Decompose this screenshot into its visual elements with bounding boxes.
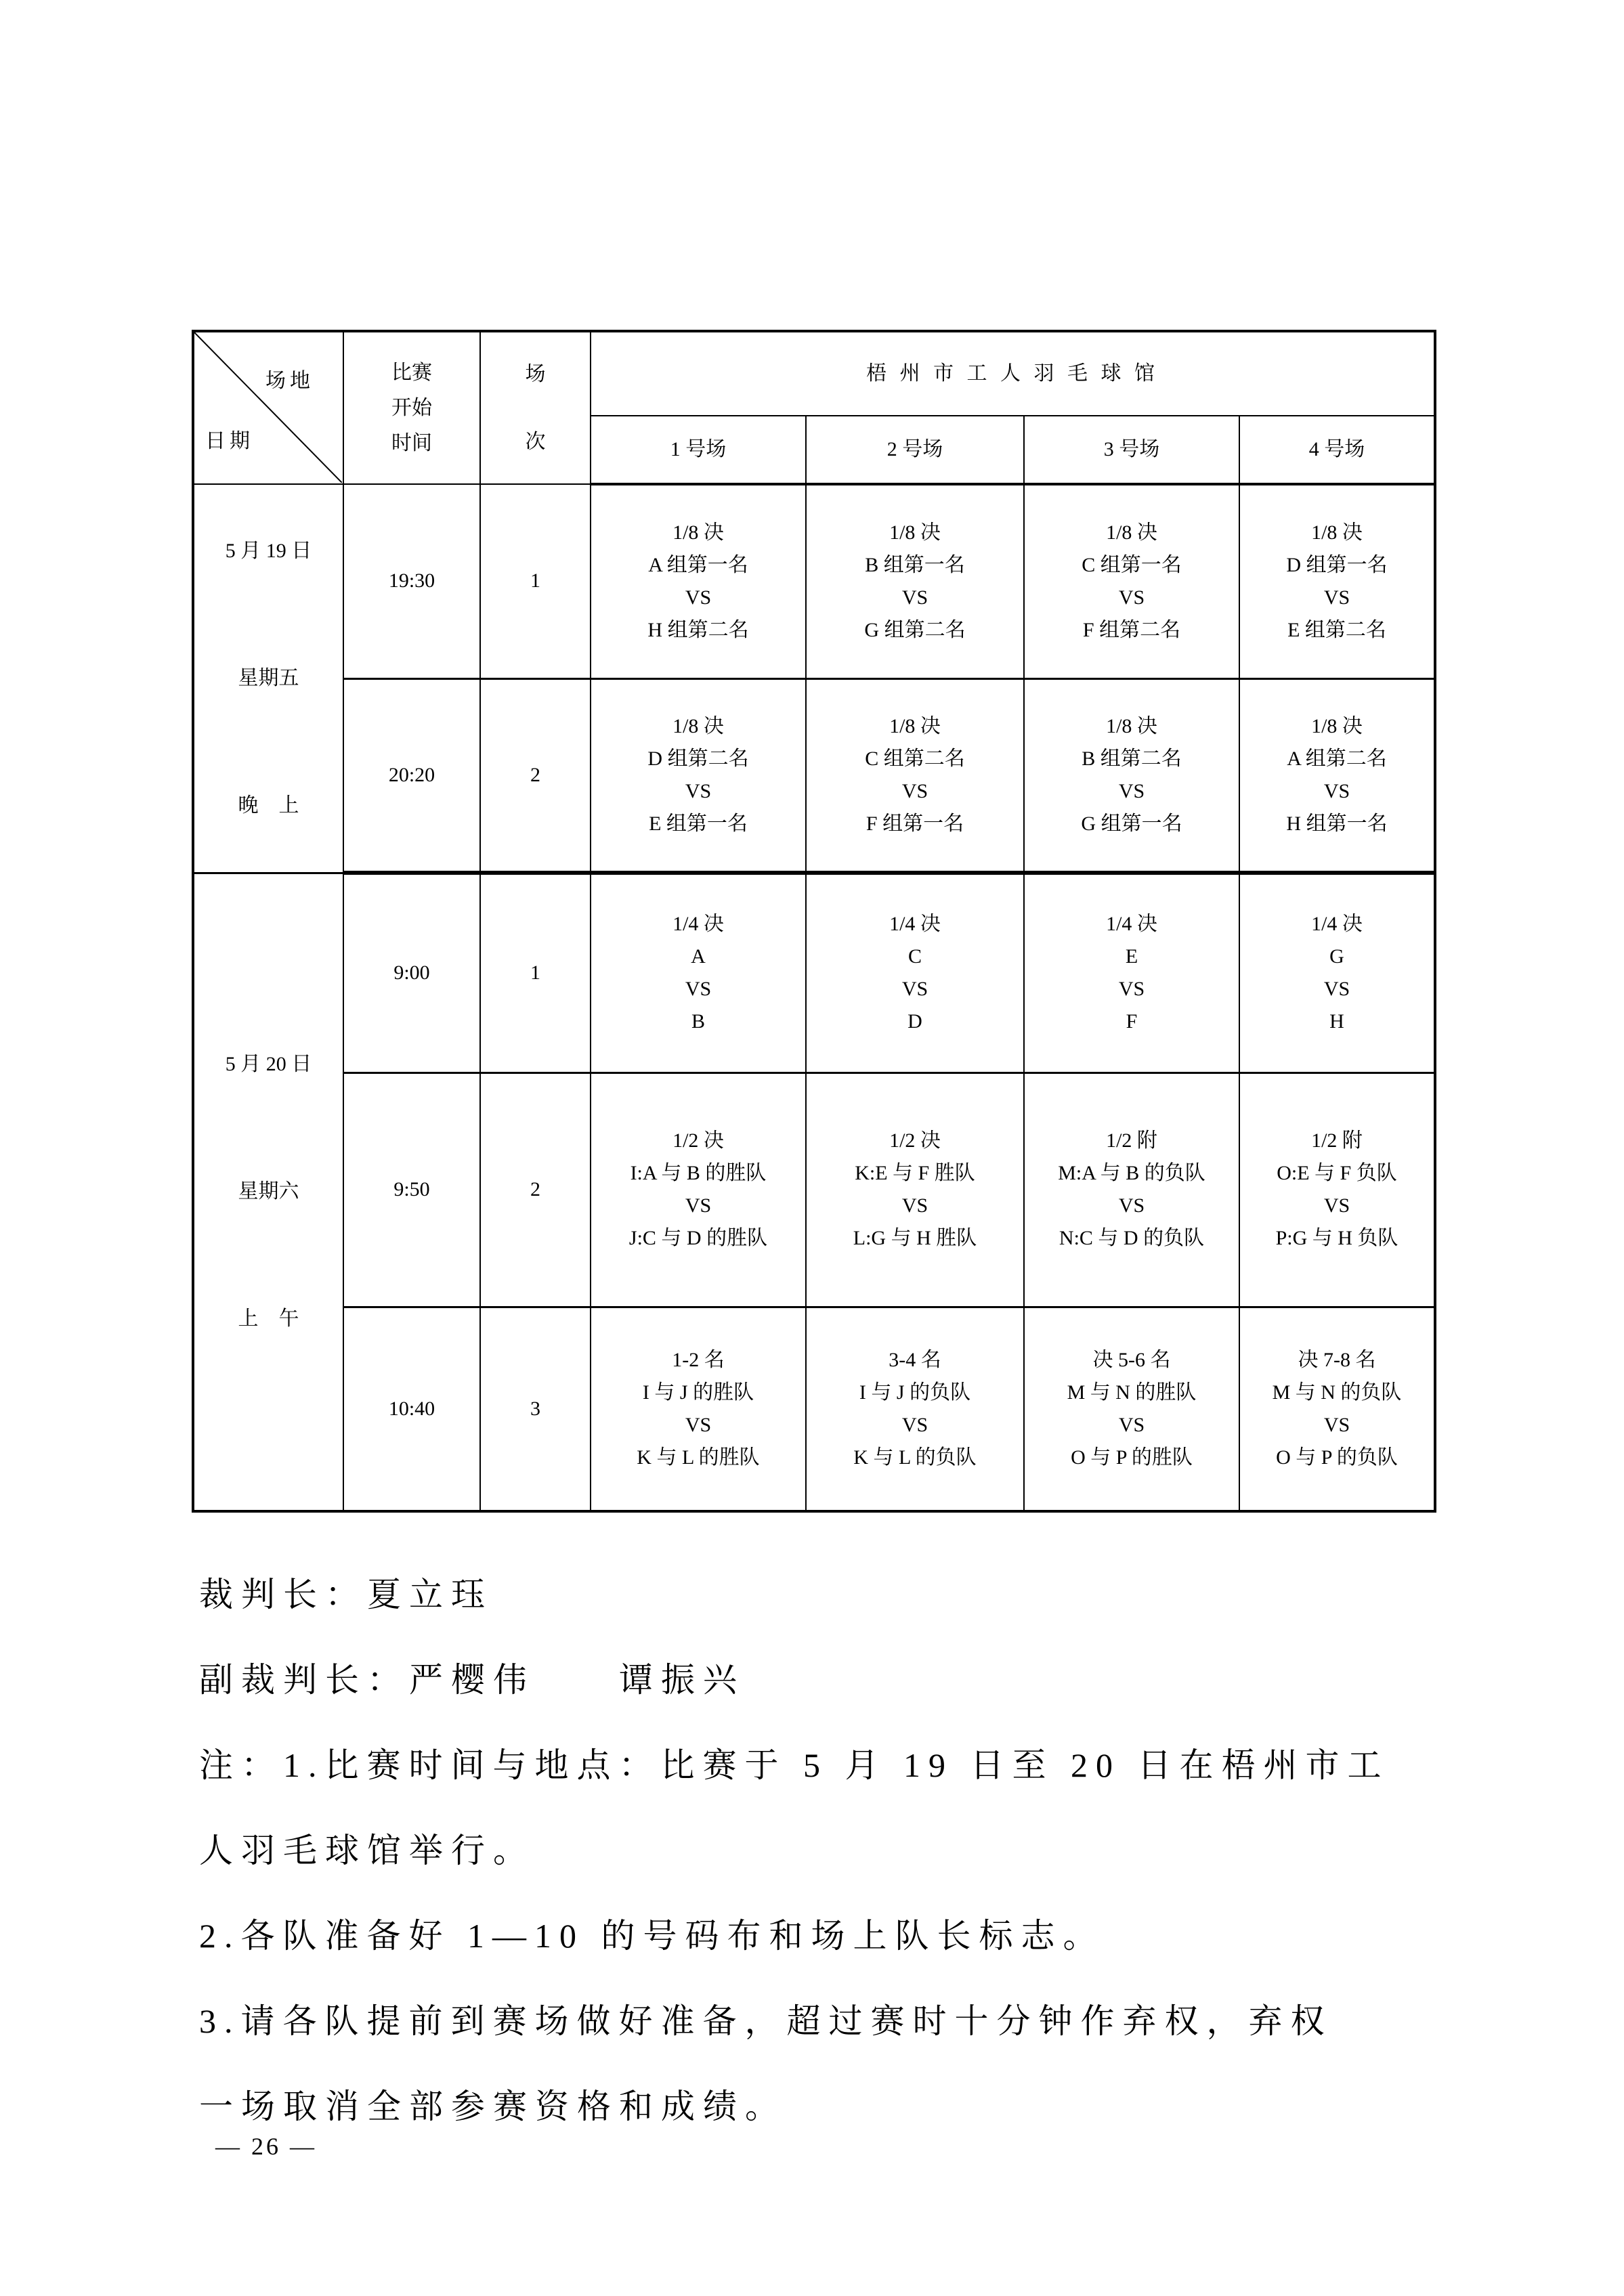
match-line: A 组第一名	[648, 553, 748, 576]
match-line: 1/4 决	[1106, 913, 1157, 936]
session-header-line: 次	[525, 430, 546, 453]
match-line: 1/2 附	[1311, 1129, 1363, 1152]
page-number: — 26 —	[215, 2133, 317, 2160]
match-line: 1/8 决	[672, 714, 724, 737]
match-line: VS	[685, 978, 712, 1001]
corner-venue-label: 场地	[265, 370, 314, 392]
match-line: VS	[685, 1413, 712, 1436]
match-cell	[806, 1073, 1024, 1307]
match-line: A 组第二名	[1287, 747, 1387, 770]
time-cell: 20:20	[343, 678, 480, 873]
session-header-cell	[480, 331, 591, 484]
match-cell	[806, 678, 1024, 873]
match-line: H 组第二名	[647, 618, 749, 641]
match-cell	[806, 1307, 1024, 1511]
start-time-header-line: 开始	[391, 396, 432, 419]
match-line: F 组第一名	[866, 812, 964, 835]
time-cell: 9:00	[343, 873, 480, 1073]
court-header-cell-2: 2 号场	[806, 416, 1024, 484]
match-line: K 与 L 的负队	[853, 1446, 977, 1469]
start-time-header-cell	[343, 331, 480, 484]
match-line: O 与 P 的胜队	[1071, 1446, 1193, 1469]
match-line: 1/2 附	[1106, 1129, 1157, 1152]
match-line: VS	[1323, 978, 1350, 1001]
note-line: 3.请各队提前到赛场做好准备，超过赛时十分钟作弃权，弃权	[199, 2002, 1333, 2040]
match-line: 3-4 名	[889, 1348, 941, 1371]
table-row-venue-header	[193, 331, 1435, 416]
match-cell	[1024, 1307, 1239, 1511]
match-line: VS	[1118, 1194, 1145, 1217]
match-line: 决 7-8 名	[1298, 1348, 1376, 1371]
match-cell	[1239, 678, 1435, 873]
date-line: 星期五	[238, 666, 299, 689]
match-line: D 组第二名	[647, 747, 749, 770]
match-line: H 组第一名	[1286, 812, 1388, 835]
match-line: 1-2 名	[672, 1348, 725, 1371]
match-cell	[1024, 873, 1239, 1073]
date-line: 5 月 20 日	[225, 1053, 312, 1076]
match-line: M 与 N 的负队	[1272, 1381, 1402, 1404]
match-line: O 与 P 的负队	[1276, 1446, 1398, 1469]
match-line: VS	[1323, 1413, 1350, 1436]
match-line: C	[907, 945, 922, 968]
start-time-header-line: 比赛	[391, 361, 432, 384]
match-cell	[806, 873, 1024, 1073]
match-line: 1/4 决	[672, 913, 724, 936]
match-line: D 组第一名	[1286, 553, 1388, 576]
match-cell	[591, 484, 806, 678]
referee-line: 裁判长：夏立珏	[199, 1576, 493, 1613]
match-line: VS	[1118, 586, 1145, 609]
session-cell: 3	[480, 1307, 591, 1511]
date-cell-may19	[193, 484, 343, 873]
session-header-line: 场	[525, 362, 546, 385]
match-line: VS	[1118, 1413, 1145, 1436]
match-line: J:C 与 D 的胜队	[628, 1227, 768, 1249]
match-line: VS	[1118, 978, 1145, 1001]
date-line: 5 月 19 日	[225, 539, 312, 562]
match-line: VS	[685, 586, 712, 609]
match-line: VS	[685, 779, 712, 802]
time-cell: 10:40	[343, 1307, 480, 1511]
court-header-cell-4: 4 号场	[1239, 416, 1435, 484]
note-line: 注：1.比赛时间与地点：比赛于 5 月 19 日至 20 日在梧州市工	[199, 1746, 1390, 1784]
table-row	[193, 1073, 1435, 1307]
match-line: P:G 与 H 负队	[1275, 1227, 1398, 1249]
match-line: 1/8 决	[1311, 521, 1363, 544]
match-line: H	[1329, 1010, 1344, 1033]
note-line: 一场取消全部参赛资格和成绩。	[199, 2087, 787, 2125]
match-line: VS	[901, 978, 928, 1001]
match-line: G 组第一名	[1081, 812, 1182, 835]
corner-date-label: 日期	[205, 430, 254, 452]
match-line: G 组第二名	[864, 618, 966, 641]
match-line: F	[1126, 1010, 1138, 1033]
match-line: 1/8 决	[889, 521, 941, 544]
match-line: 1/4 决	[1311, 913, 1363, 936]
note-line: 人羽毛球馆举行。	[199, 1832, 535, 1869]
notes-section	[199, 1552, 1472, 2149]
session-cell: 1	[480, 873, 591, 1073]
match-line: G	[1329, 945, 1344, 968]
match-cell	[1024, 484, 1239, 678]
match-line: VS	[1323, 586, 1350, 609]
time-cell: 19:30	[343, 484, 480, 678]
match-cell	[1024, 678, 1239, 873]
match-line: B 组第一名	[865, 553, 965, 576]
match-line: B	[691, 1010, 705, 1033]
match-line: 1/2 决	[672, 1129, 724, 1152]
match-line: M 与 N 的胜队	[1067, 1381, 1197, 1404]
match-line: O:E 与 F 负队	[1277, 1162, 1397, 1184]
start-time-header-line: 时间	[391, 431, 432, 454]
venue-header-cell: 梧 州 市 工 人 羽 毛 球 馆	[591, 331, 1435, 416]
match-line: 1/8 决	[672, 521, 724, 544]
match-line: 1/4 决	[889, 913, 941, 936]
match-cell	[1239, 1307, 1435, 1511]
match-line: VS	[901, 586, 928, 609]
match-cell	[591, 678, 806, 873]
date-line: 上 午	[238, 1307, 299, 1330]
session-cell: 2	[480, 678, 591, 873]
match-cell	[1239, 484, 1435, 678]
match-cell	[1239, 1073, 1435, 1307]
table-row	[193, 1307, 1435, 1511]
match-line: B 组第二名	[1082, 747, 1182, 770]
match-cell	[591, 1073, 806, 1307]
match-cell	[591, 873, 806, 1073]
match-cell	[1239, 873, 1435, 1073]
match-cell	[806, 484, 1024, 678]
table-row	[193, 484, 1435, 678]
diagonal-divider	[194, 332, 342, 483]
match-line: E 组第一名	[649, 812, 748, 835]
date-line: 晚 上	[238, 794, 299, 817]
match-line: VS	[901, 1413, 928, 1436]
match-line: VS	[901, 1194, 928, 1217]
date-line: 星期六	[238, 1180, 299, 1203]
match-line: 决 5-6 名	[1092, 1348, 1171, 1371]
match-line: VS	[1118, 779, 1145, 802]
match-line: N:C 与 D 的负队	[1059, 1227, 1205, 1249]
table-row	[193, 678, 1435, 873]
match-line: VS	[1323, 1194, 1350, 1217]
match-line: A	[691, 945, 706, 968]
match-line: F 组第二名	[1082, 618, 1181, 641]
match-line: 1/8 决	[889, 714, 941, 737]
match-line: L:G 与 H 胜队	[853, 1227, 977, 1249]
match-line: K 与 L 的胜队	[637, 1446, 760, 1469]
match-line: C 组第一名	[1082, 553, 1182, 576]
match-line: VS	[1323, 779, 1350, 802]
match-line: C 组第二名	[865, 747, 965, 770]
match-line: 1/2 决	[889, 1129, 941, 1152]
time-cell: 9:50	[343, 1073, 480, 1307]
match-line: I 与 J 的负队	[859, 1381, 971, 1404]
note-line: 2.各队准备好 1—10 的号码布和场上队长标志。	[199, 1917, 1105, 1955]
match-line: 1/8 决	[1106, 521, 1157, 544]
match-cell	[1024, 1073, 1239, 1307]
match-line: D	[907, 1010, 922, 1033]
court-header-cell-3: 3 号场	[1024, 416, 1239, 484]
corner-cell	[193, 331, 343, 484]
date-cell-may20	[193, 873, 343, 1511]
table-row	[193, 873, 1435, 1073]
match-line: K:E 与 F 胜队	[855, 1162, 975, 1184]
match-line: E 组第二名	[1287, 618, 1386, 641]
court-header-cell-1: 1 号场	[591, 416, 806, 484]
match-line: VS	[901, 779, 928, 802]
match-line: 1/8 决	[1106, 714, 1157, 737]
match-cell	[591, 1307, 806, 1511]
schedule-table	[192, 330, 1436, 1513]
session-cell: 2	[480, 1073, 591, 1307]
match-line: E	[1125, 945, 1138, 968]
match-line: 1/8 决	[1311, 714, 1363, 737]
session-cell: 1	[480, 484, 591, 678]
match-line: M:A 与 B 的负队	[1058, 1162, 1205, 1184]
match-line: I 与 J 的胜队	[642, 1381, 754, 1404]
deputy-referee-line: 副裁判长：严樱伟 谭振兴	[199, 1661, 745, 1699]
match-line: I:A 与 B 的胜队	[630, 1162, 767, 1184]
match-line: VS	[685, 1194, 712, 1217]
